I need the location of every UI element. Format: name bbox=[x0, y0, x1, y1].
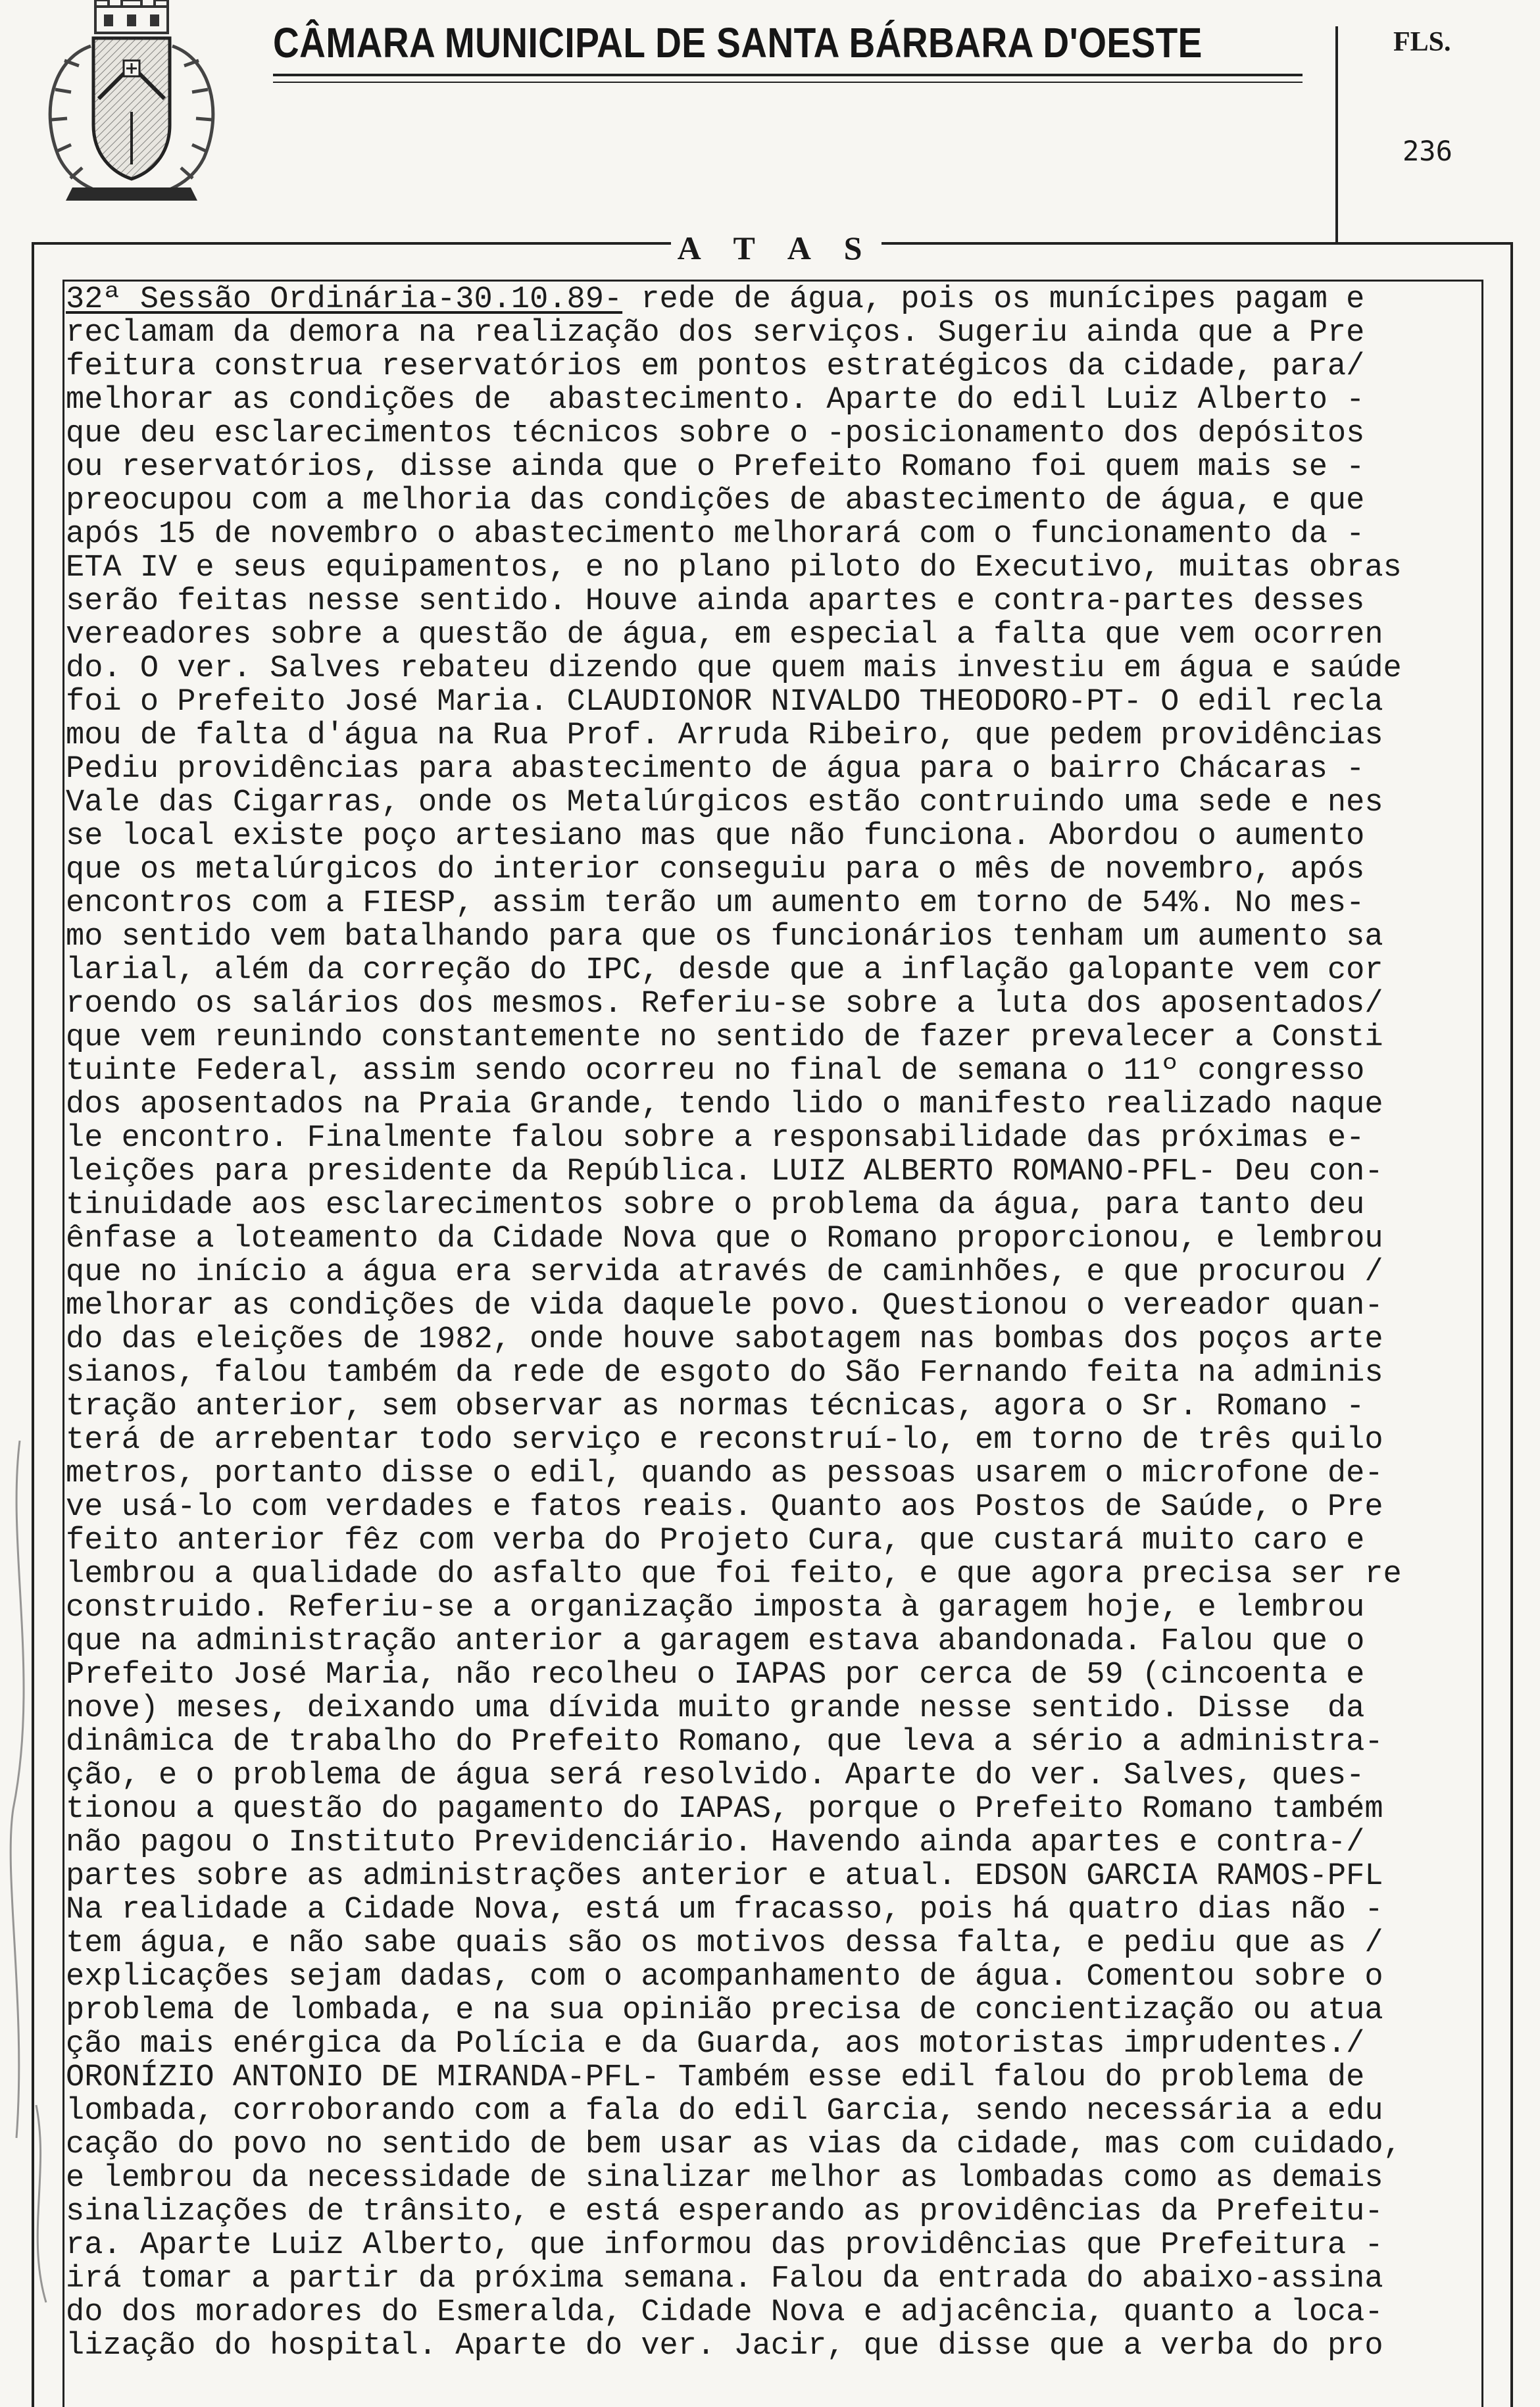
minutes-line: dos aposentados na Praia Grande, tendo lido o manifesto realizado naque bbox=[66, 1087, 1383, 1122]
council-name-title: CÂMARA MUNICIPAL DE SANTA BÁRBARA D'OESTE bbox=[273, 19, 1203, 66]
minutes-line: melhorar as condições de abastecimento. Aparte do edil Luiz Alberto - bbox=[66, 383, 1365, 418]
folio-divider bbox=[1335, 26, 1338, 243]
minutes-line: se local existe poço artesiano mas que não funciona. Abordou o aumento bbox=[66, 819, 1365, 854]
minutes-line: ção mais enérgica da Polícia e da Guarda, aos motoristas imprudentes./ bbox=[66, 2027, 1365, 2062]
minutes-line: melhorar as condições de vida daquele povo. Questionou o vereador quan- bbox=[66, 1289, 1383, 1324]
minutes-line-text: rede de água, pois os munícipes pagam e bbox=[622, 282, 1365, 317]
minutes-line: e lembrou da necessidade de sinalizar melhor as lombadas como as demais bbox=[66, 2161, 1383, 2196]
minutes-line: sinalizações de trânsito, e está esperando as providências da Prefeitu- bbox=[66, 2195, 1383, 2229]
minutes-line: problema de lombada, e na sua opinião precisa de concientização ou atua bbox=[66, 1993, 1383, 2028]
minutes-line: mou de falta d'água na Rua Prof. Arruda Ribeiro, que pedem providências bbox=[66, 718, 1383, 753]
minutes-line: Prefeito José Maria, não recolheu o IAPAS por cerca de 59 (cincoenta e bbox=[66, 1658, 1365, 1693]
minutes-text-body bbox=[66, 283, 1533, 2396]
minutes-line: reclamam da demora na realização dos serviços. Sugeriu ainda que a Pre bbox=[66, 316, 1365, 351]
minutes-line: não pagou o Instituto Previdenciário. Havendo ainda apartes e contra-/ bbox=[66, 1825, 1365, 1860]
minutes-line: terá de arrebentar todo serviço e reconstruí-lo, em torno de três quilo bbox=[66, 1423, 1383, 1458]
minutes-line: ORONÍZIO ANTONIO DE MIRANDA-PFL- Também esse edil falou do problema de bbox=[66, 2060, 1365, 2095]
minutes-line: tuinte Federal, assim sendo ocorreu no final de semana o 11º congresso bbox=[66, 1054, 1365, 1089]
minutes-line bbox=[66, 2363, 1533, 2396]
minutes-line: após 15 de novembro o abastecimento melhorará com o funcionamento da - bbox=[66, 517, 1365, 552]
minutes-line: ra. Aparte Luiz Alberto, que informou das providências que Prefeitura - bbox=[66, 2228, 1383, 2263]
minutes-line: mo sentido vem batalhando para que os funcionários tenham um aumento sa bbox=[66, 920, 1383, 955]
minutes-line: le encontro. Finalmente falou sobre a responsabilidade das próximas e- bbox=[66, 1121, 1365, 1156]
page-number: 236 bbox=[1403, 135, 1453, 167]
minutes-line: que no início a água era servida através de caminhões, e que procurou / bbox=[66, 1255, 1383, 1290]
minutes-line: ênfase a loteamento da Cidade Nova que o Romano proporcionou, e lembrou bbox=[66, 1222, 1383, 1256]
minutes-line: Pediu providências para abastecimento de água para o bairro Chácaras - bbox=[66, 752, 1365, 787]
minutes-line: foi o Prefeito José Maria. CLAUDIONOR NIVALDO THEODORO-PT- O edil recla bbox=[66, 685, 1383, 720]
minutes-line: construido. Referiu-se a organização imposta à garagem hoje, e lembrou bbox=[66, 1591, 1365, 1625]
minutes-line: feito anterior fêz com verba do Projeto Cura, que custará muito caro e bbox=[66, 1524, 1365, 1558]
minutes-line: irá tomar a partir da próxima semana. Falou da entrada do abaixo-assina bbox=[66, 2262, 1383, 2296]
minutes-line: tionou a questão do pagamento do IAPAS, porque o Prefeito Romano também bbox=[66, 1792, 1383, 1827]
minutes-line: ETA IV e seus equipamentos, e no plano piloto do Executivo, muitas obras bbox=[66, 551, 1402, 585]
minutes-line: ção, e o problema de água será resolvido. Aparte do ver. Salves, ques- bbox=[66, 1758, 1365, 1793]
minutes-line: que vem reunindo constantemente no sentido de fazer prevalecer a Consti bbox=[66, 1020, 1383, 1055]
session-label: 32ª Sessão Ordinária-30.10.89- bbox=[66, 282, 623, 317]
minutes-line: nove) meses, deixando uma dívida muito grande nesse sentido. Disse da bbox=[66, 1691, 1365, 1726]
minutes-line: leições para presidente da República. LUIZ ALBERTO ROMANO-PFL- Deu con- bbox=[66, 1154, 1383, 1189]
minutes-line: preocupou com a melhoria das condições de abastecimento de água, e que bbox=[66, 484, 1365, 518]
minutes-line: tinuidade aos esclarecimentos sobre o problema da água, para tanto deu bbox=[66, 1188, 1365, 1223]
minutes-line: Na realidade a Cidade Nova, está um fracasso, pois há quatro dias não - bbox=[66, 1893, 1383, 1927]
title-underline bbox=[273, 74, 1303, 76]
minutes-line: tem água, e não sabe quais são os motivos dessa falta, e pediu que as / bbox=[66, 1926, 1383, 1961]
minutes-line: serão feitas nesse sentido. Houve ainda apartes e contra-partes desses bbox=[66, 584, 1365, 619]
minutes-line: encontros com a FIESP, assim terão um aumento em torno de 54%. No mes- bbox=[66, 886, 1365, 921]
minutes-line: do das eleições de 1982, onde houve sabotagem nas bombas dos poços arte bbox=[66, 1322, 1383, 1357]
minutes-line: lembrou a qualidade do asfalto que foi feito, e que agora precisa ser re bbox=[66, 1557, 1402, 1592]
minutes-line: vereadores sobre a questão de água, em especial a falta que vem ocorren bbox=[66, 618, 1383, 653]
minutes-line: do dos moradores do Esmeralda, Cidade Nova e adjacência, quanto a loca- bbox=[66, 2295, 1383, 2330]
margin-pencil-marks bbox=[0, 1414, 72, 2401]
minutes-line: lização do hospital. Aparte do ver. Jacir, que disse que a verba do pro bbox=[66, 2329, 1383, 2364]
minutes-line: do. O ver. Salves rebateu dizendo que quem mais investiu em água e saúde bbox=[66, 651, 1402, 686]
minutes-line: ve usá-lo com verdades e fatos reais. Quanto aos Postos de Saúde, o Pre bbox=[66, 1490, 1383, 1525]
minutes-line: feitura construa reservatórios em pontos estratégicos da cidade, para/ bbox=[66, 349, 1365, 384]
atas-section-heading: A T A S bbox=[677, 230, 876, 266]
minutes-line: larial, além da correção do IPC, desde que a inflação galopante vem cor bbox=[66, 953, 1383, 988]
minutes-line: roendo os salários dos mesmos. Referiu-se sobre a luta dos aposentados/ bbox=[66, 987, 1383, 1022]
minutes-line: explicações sejam dadas, com o acompanhamento de água. Comentou sobre o bbox=[66, 1960, 1383, 1995]
minutes-line bbox=[66, 283, 1533, 316]
title-underline-thin bbox=[273, 82, 1303, 83]
minutes-line: dinâmica de trabalho do Prefeito Romano, que leva a sério a administra- bbox=[66, 1725, 1383, 1760]
minutes-line: que os metalúrgicos do interior conseguiu para o mês de novembro, após bbox=[66, 853, 1365, 887]
minutes-line: Vale das Cigarras, onde os Metalúrgicos estão contruindo uma sede e nes bbox=[66, 785, 1383, 820]
minutes-line: ou reservatórios, disse ainda que o Prefeito Romano foi quem mais se - bbox=[66, 450, 1365, 485]
minutes-line: cação do povo no sentido de bem usar as vias da cidade, mas com cuidado, bbox=[66, 2127, 1402, 2162]
minutes-line: sianos, falou também da rede de esgoto do São Fernando feita na adminis bbox=[66, 1356, 1383, 1391]
minutes-line: lombada, corroborando com a fala do edil Garcia, sendo necessária a edu bbox=[66, 2094, 1383, 2129]
minutes-line: que na administração anterior a garagem estava abandonada. Falou que o bbox=[66, 1624, 1365, 1659]
municipal-crest-logo bbox=[33, 0, 230, 211]
folio-label: FLS. bbox=[1393, 27, 1451, 57]
minutes-line: tração anterior, sem observar as normas técnicas, agora o Sr. Romano - bbox=[66, 1389, 1365, 1424]
minutes-line: metros, portanto disse o edil, quando as pessoas usarem o microfone de- bbox=[66, 1456, 1383, 1491]
minutes-line: partes sobre as administrações anterior e atual. EDSON GARCIA RAMOS-PFL bbox=[66, 1859, 1383, 1894]
minutes-line: que deu esclarecimentos técnicos sobre o -posicionamento dos depósitos bbox=[66, 416, 1365, 451]
